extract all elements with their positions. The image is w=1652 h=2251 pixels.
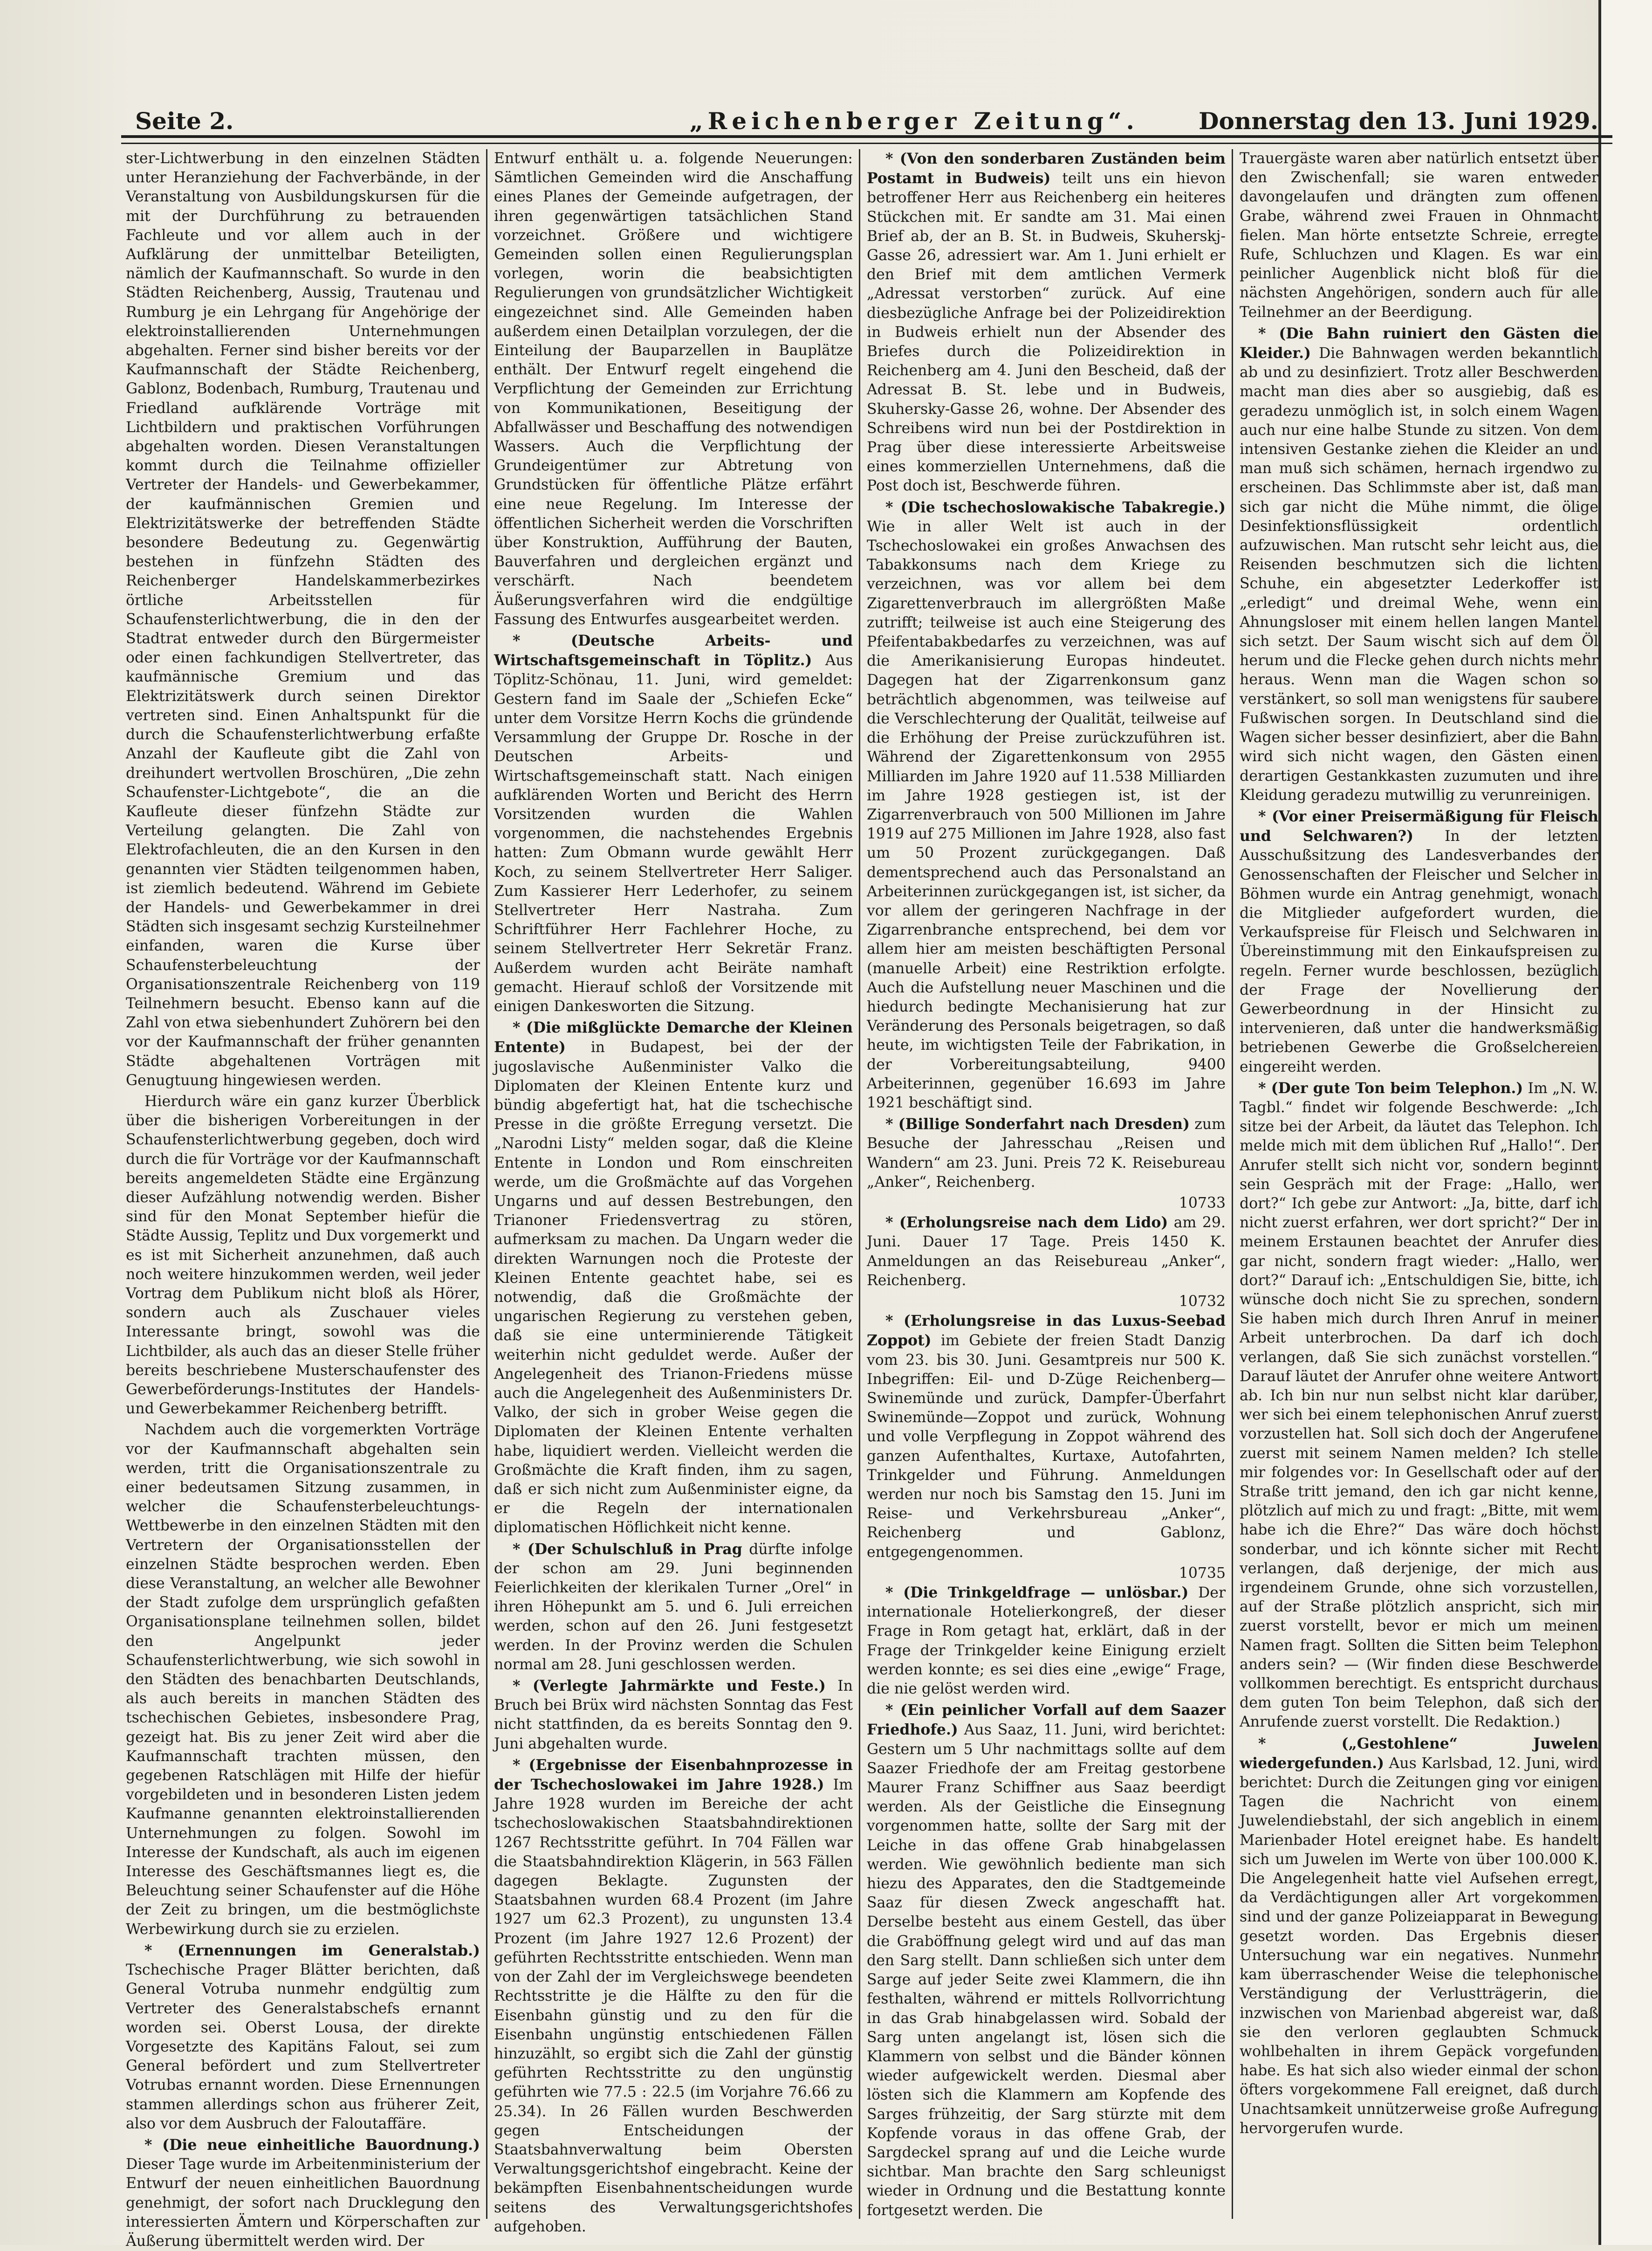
newspaper-title: „Reichenberger Zeitung“. xyxy=(690,107,1139,135)
page-number: Seite 2. xyxy=(135,107,234,135)
item-heading: * (Billige Sonderfahrt nach Dresden) xyxy=(885,1115,1190,1133)
item-heading: * (Erholungsreise in das Luxus-Seebad Zoppot) xyxy=(867,1312,1226,1349)
news-item xyxy=(867,1311,1226,1562)
item-heading: * (Die Bahn ruiniert den Gästen die Kleider.) xyxy=(1240,324,1598,362)
item-text: In der letzten Ausschußsitzung des Landesverbandes der Genossenschaften der Fleischer und Selcher in Böhmen wurde ein Antrag genehmigt, wonach die Mitglieder aufgefordert wurden, die Verkaufspreise für Fleisch und Selchwaren in Übereinstimmung mit den Einkaufspreisen zu regeln. Ferner wurde beschlossen, bezüglich der Frage der Novellierung der Gewerbeordnung in der Hinsicht zu intervenieren, daß unter die handwerksmäßig betriebenen Gewerbe die Großselchereien eingereiht werden. xyxy=(1240,828,1598,1075)
item-text: Aus Saaz, 11. Juni, wird berichtet: Gestern um 5 Uhr nachmittags sollte auf dem Saazer Friedhofe der am Freitag gestorbene Maurer Franz Schiffner aus Saaz beerdigt werden. Als der Geistliche die Einsegnung vorgenommen hatte, sollte der Sarg mit der Leiche in das offene Grab hinabgelassen werden. Wie gewöhnlich bediente man sich hiezu des Apparates, den die Stadtgemeinde Saaz für diesen Zweck angeschafft hat. Derselbe besteht aus einem Gestell, das über die Graböffnung gelegt wird und auf das man den Sarg stellt. Dann schließen sich unter dem Sarge auf jeder Seite zwei Klammern, die ihn festhalten, während er mittels Rollvorrichtung in das Grab hinabgelassen wird. Sobald der Sarg unten angelangt ist, lösen sich die Klammern von selbst und die Bänder können wieder aufgewickelt werden. Diesmal aber lösten sich die Klammern am Kopfende des Sarges frühzeitig, der Sarg stürzte mit dem Kopfende voraus in das offene Grab, der Sargdeckel sprang auf und die Leiche wurde sichtbar. Man brachte den Sarg schleunigst wieder in Ordnung und die Bestattung konnte fortgesetzt werden. Die xyxy=(867,1721,1226,2219)
item-text: Dieser Tage wurde im Arbeitenministerium der Entwurf der neuen einheitlichen Bauordnung genehmigt, der sofort nach Drucklegung den interessierten Ämtern und Körperschaften zur Äußerung übermittelt werden wird. Der xyxy=(126,2156,480,2250)
item-text: zum Besuche der Jahresschau „Reisen und Wandern“ am 23. Juni. Preis 72 K. Reisebureau „Anker“, Reichenberg. xyxy=(867,1116,1226,1191)
news-item xyxy=(867,149,1226,496)
news-item xyxy=(867,1700,1226,2220)
item-heading: * (Ergebnisse der Eisenbahnprozesse in der Tschechoslowakei im Jahre 1928.) xyxy=(494,1756,853,1794)
item-text: teilt uns ein hievon betroffener Herr aus Reichenberg ein heiteres Stückchen mit. Er sandte am 31. Mai einen Brief ab, der an B. St. in Budweis, Skuherskj-Gasse 26, adressiert war. Am 1. Juni erhielt er den Brief mit dem amtlichen Vermerk „Adressat verstorben“ zurück. Auf eine diesbezügliche Anfrage bei der Polizeidirektion in Budweis erhielt nun der Absender des Briefes durch die Polizeidirektion in Reichenberg am 4. Juni den Bescheid, daß der Adressat B. St. lebe und in Budweis, Skuhersky-Gasse 26, wohne. Der Absender des Schreibens wird nun bei der Postdirektion in Prag über diese interessierte Arbeitsweise eines kommerziellen Unternehmens, daß die Post doch ist, Beschwerde führen. xyxy=(867,170,1226,495)
item-heading: * (Die mißglückte Demarche der Kleinen Entente) xyxy=(494,1019,853,1056)
item-heading: * (Ernennungen im Generalstab.) xyxy=(144,1941,480,1959)
item-text: am 29. Juni. Dauer 17 Tage. Preis 1450 K. Anmeldungen an das Reisebureau „Anker“, Reichenberg. xyxy=(867,1214,1226,1289)
news-item xyxy=(494,1676,853,1754)
news-item xyxy=(1240,324,1598,805)
adjacent-page-edge xyxy=(1598,0,1652,2245)
ad-number: 10733 xyxy=(1179,1194,1226,1212)
item-heading: * (Vor einer Preisermäßigung für Fleisch und Selchwaren?) xyxy=(1240,807,1598,845)
item-text: Der internationale Hotelierkongreß, der dieser Frage in Rom getagt hat, erklärt, daß in der Frage der Trinkgelder keine Einigung erzielt werden konnte; es sei dies eine „ewige“ Frage, die nie gelöst werden wird. xyxy=(867,1584,1226,1698)
column-4 xyxy=(1240,149,1598,2219)
item-text: Aus Karlsbad, 12. Juni, wird berichtet: Durch die Zeitungen ging vor einigen Tagen die Nachricht von einem Juwelendiebstahl, der sich angeblich in einem Marienbader Hotel ereignet habe. Es handelt sich um Juwelen im Werte von über 100.000 K. Die Angelegenheit hatte viel Aufsehen erregt, da Verdächtigungen aller Art vorgekommen sind und der ganze Polizeiapparat in Bewegung gesetzt worden. Das Ergebnis dieser Untersuchung war ein negatives. Nunmehr kam überraschender Weise die telephonische Verständigung der Verlustträgerin, die inzwischen von Marienbad abgereist war, daß sie den verloren geglaubten Schmuck wohlbehalten in ihrem Gepäck vorgefunden habe. Es hat sich also wieder einmal der schon öfters vorgekommene Fall ereignet, daß durch Unachtsamkeit unnützerweise große Aufregung hervorgerufen wurde. xyxy=(1240,1755,1599,2137)
item-text: in Budapest, bei der der jugoslavische Außenminister Valko die Diplomaten der Kleinen Entente kurz und bündig abgefertigt hat, hat die tschechische Presse in die größte Erregung versetzt. Die „Narodni Listy“ melden sogar, daß die Kleine Entente in London und Rom einschreiten werde, um die Großmächte auf das Vorgehen Ungarns und auf dessen Bestrebungen, den Trianoner Friedensvertrag zu stören, aufmerksam zu machen. Da Ungarn weder die direkten Warnungen noch die Proteste der Kleinen Entente geachtet habe, sei es notwendig, daß die Großmächte der ungarischen Regierung zu verstehen geben, daß sie eine unterminierende Tätigkeit weiterhin nicht geduldet werde. Außer der Angelegenheit des Trianon-Friedens müsse auch die Angelegenheit des Außenministers Dr. Valko, der sich in grober Weise gegen die Diplomaten der Kleinen Entente verhalten habe, liquidiert werden. Vielleicht werden die Großmächte die Kraft finden, ihm zu sagen, daß er sich nicht zum Außenminister eigne, da er die Regeln der internationalen diplomatischen Höflichkeit nicht kenne. xyxy=(494,1039,853,1536)
news-item xyxy=(494,1540,853,1674)
paragraph: ster-Lichtwerbung in den einzelnen Städten unter Heranziehung der Fachverbände, in der Veranstaltung von Ausbildungskursen für die mit der Durchführung zu betrauenden Fachleute und vor allem auch in der Aufklärung der unmittelbar Beteiligten, nämlich der Kaufmannschaft. So wurde in den Städten Reichenberg, Aussig, Trautenau und Rumburg je ein Lehrgang für Angehörige der elektroinstallierenden Unternehmungen abgehalten. Ferner sind bisher bereits vor der Kaufmannschaft der Städte Reichenberg, Gablonz, Bodenbach, Rumburg, Trautenau und Friedland aufklärende Vorträge mit Lichtbildern und praktischen Vorführungen abgehalten worden. Diesen Veranstaltungen kommt durch die Teilnahme offizieller Vertreter der Handels- und Gewerbekammer, der kaufmännischen Gremien und Elektrizitätswerke der betreffenden Städte besondere Bedeutung zu. Gegenwärtig bestehen in fünfzehn Städten des Reichenberger Handelskammerbezirkes örtliche Arbeitsstellen für Schaufensterlichtwerbung, die in den der Stadtrat entweder durch den Bürgermeister oder einen fachkundigen Stellvertreter, das kaufmännische Gremium und das Elektrizitätswerk durch seinen Direktor vertreten sind. Einen Anhaltspunkt für die durch die Schaufensterlichtwerbung erfaßte Anzahl der Kaufleute gibt die Zahl von dreihundert wertvollen Broschüren, „Die zehn Schaufenster-Lichtgebote“, die an die Kaufleute dieser fünfzehn Städte zur Verteilung gelangten. Die Zahl von Elektrofachleuten, die an den Kursen in den genannten vier Städten teilgenommen haben, ist ziemlich bedeutend. Während im Gebiete der Handels- und Gewerbekammer in drei Städten sich insgesamt sechzig Kursteilnehmer einfanden, waren die Kurse über Schaufensterbeleuchtung der Organisationszentrale Reichenberg von 119 Teilnehmern besucht. Ebenso kann auf die Zahl von etwa siebenhundert Zuhörern bei den vor der Kaufmannschaft der früher genannten Städte abgehaltenen Vorträgen mit Genugtuung hingewiesen werden. xyxy=(126,150,480,1089)
paragraph: Hierdurch wäre ein ganz kurzer Überblick über die bisherigen Vorbereitungen in der Schaufensterlichtwerbung gegeben, doch wird durch die für Vorträge vor der Kaufmannschaft bereits angemeldeten Städte eine Ergänzung dieser Aufzählung notwendig werden. Bisher sind für den Monat September hiefür die Städte Aussig, Teplitz und Dux vorgemerkt und es ist mit Sicherheit anzunehmen, daß auch noch weitere hinzukommen werden, weil jeder Vortrag dem Publikum nicht bloß als Hörer, sondern auch als Zuschauer vieles Interessante bringt, sowohl was die Lichtbilder, als auch das an dieser Stelle früher bereits beschriebene Musterschaufenster des Gewerbeförderungs-Institutes der Handels- und Gewerbekammer Reichenberg betrifft. xyxy=(126,1093,480,1418)
item-text: Aus Töplitz-Schönau, 11. Juni, wird gemeldet: Gestern fand im Saale der „Schiefen Ecke“ unter dem Vorsitze Herrn Kochs die gründende Versammlung der Gruppe Dr. Rosche in der Deutschen Arbeits- und Wirtschaftsgemeinschaft statt. Nach einigen aufklärenden Worten und Bericht des Herrn Vorsitzenden wurden die Wahlen vorgenommen, die nachstehendes Ergebnis hatten: Zum Obmann wurde gewählt Herr Koch, zu seinem Stellvertreter Herr Saliger. Zum Kassierer Herr Lederhofer, zu seinem Stellvertreter Herr Nastraha. Zum Schriftführer Herr Fachlehrer Hoche, zu seinem Stellvertreter Herr Sekretär Franz. Außerdem wurden acht Beiräte namhaft gemacht. Hierauf schloß der Vorsitzende mit einigen Dankesworten die Sitzung. xyxy=(494,652,853,1015)
news-item xyxy=(494,1755,853,2237)
news-item xyxy=(1240,1079,1598,1732)
item-text: Im Jahre 1928 wurden im Bereiche der acht tschechoslowakischen Staatsbahndirektionen 1267 Rechtsstritte geführt. In 704 Fällen war die Staatsbahndirektion Klägerin, in 563 Fällen dagegen Beklagte. Zugunsten der Staatsbahnen wurden 68.4 Prozent (im Jahre 1927 um 62.3 Prozent), zu ungunsten 13.4 Prozent (im Jahre 1927 12.6 Prozent) der geführten Rechtsstritte entschieden. Wenn man von der Zahl der im Vergleichswege beendeten Rechtsstritte je die Hälfte zu den für die Eisenbahn günstig und zu den für die Eisenbahn ungünstig entschiedenen Fällen hinzuzählt, so ergibt sich die Zahl der günstig geführten Rechtsstritte zu den ungünstig geführten wie 77.5 : 22.5 (im Vorjahre 76.66 zu 25.34). In 26 Fällen wurden Beschwerden gegen Entscheidungen der Staatsbahnverwaltung beim Obersten Verwaltungsgerichtshof eingebracht. Keine der bekämpften Eisenbahnentscheidungen wurde seitens des Verwaltungsgerichtshofes aufgehoben. xyxy=(494,1776,853,2235)
article-columns xyxy=(126,149,1599,2250)
paragraph: Trauergäste waren aber natürlich entsetzt über den Zwischenfall; sie waren entweder davongelaufen und drängten zum offenen Grabe, während zwei Frauen in Ohnmacht fielen. Man hörte entsetzte Schreie, erregte Rufe, Schluchzen und Klagen. Es war ein peinlicher Augenblick nicht bloß für die nächsten Angehörigen, sondern auch für alle Teilnehmer an der Beerdigung. xyxy=(1240,150,1598,321)
item-text: dürfte infolge der schon am 29. Juni beginnenden Feierlichkeiten der klerikalen Turner „Orel“ in ihren Höhepunkt am 5. und 6. Juli erreichen werden, schon auf den 26. Juni festgesetzt werden. In der Provinz werden die Schulen normal am 28. Juni geschlossen werden. xyxy=(494,1541,853,1673)
item-text: Im „N. W. Tagbl.“ findet wir folgende Beschwerde: „Ich sitze bei der Arbeit, da läutet das Telephon. Ich melde mich mit dem üblichen Ruf „Hallo!“. Der Anrufer stellt sich nicht vor, sondern beginnt sein Gespräch mit der Frage: „Hallo, wer dort?“ Ich gebe zur Antwort: „Ja, bitte, darf ich nicht zuerst erfahren, wer dort spricht?“ Der in meinem Erstaunen beachtet der Anrufer dies gar nicht, sondern fragt wieder: „Hallo, wer dort?“ Darauf ich: „Entschuldigen Sie, bitte, ich wünsche doch nicht Sie zu sprechen, sondern Sie haben mich durch Ihren Anruf in meiner Arbeit unterbrochen. Da darf ich doch verlangen, daß Sie sich zunächst vorstellen.“ Darauf läutet der Anrufer ohne weitere Antwort ab. Ich bin nur nun selbst nicht klar darüber, wer sich bei einem telephonischen Anruf zuerst vorzustellen hat. Soll sich doch der Angerufene zuerst mit seinem Namen melden? Ich stelle mir folgendes vor: In Gesellschaft oder auf der Straße tritt jemand, den ich gar nicht kenne, plötzlich auf mich zu und fragt: „Bitte, mit wem habe ich die Ehre?“ Das wäre doch höchst sonderbar, und ich könnte sicher mit Recht verlangen, daß derjenige, der mich aus irgendeinem Grunde, ohne sich vorzustellen, auf der Straße plötzlich anspricht, sich mir zuerst vorstellt, bevor er mich um meinen Namen fragt. Sollten die Sitten beim Telephon anders sein? — (Wir finden diese Beschwerde vollkommen berechtigt. Es entspricht durchaus dem guten Ton beim Telephon, daß sich der Anrufende zuerst vorstellt. Die Redaktion.) xyxy=(1240,1080,1598,1731)
column-2 xyxy=(494,149,853,2235)
item-heading: * (Der gute Ton beim Telephon.) xyxy=(1258,1079,1523,1097)
item-heading: * (Die neue einheitliche Bauordnung.) xyxy=(144,2136,480,2154)
news-item xyxy=(867,498,1226,1113)
header-rule xyxy=(121,135,1612,144)
news-item xyxy=(126,1941,480,2134)
item-heading: * (Ein peinlicher Vorfall auf dem Saazer Friedhofe.) xyxy=(867,1701,1226,1739)
column-1 xyxy=(126,149,480,2250)
issue-date: Donnerstag den 13. Juni 1929. xyxy=(1199,107,1598,135)
news-item xyxy=(1240,807,1598,1077)
column-rule xyxy=(859,149,860,2219)
item-heading: * (Die tschechoslowakische Tabakregie.) xyxy=(885,498,1226,516)
ad-number: 10735 xyxy=(1179,1564,1226,1582)
news-item xyxy=(126,2135,480,2251)
item-heading: * („Gestohlene“ Juwelen wiedergefunden.) xyxy=(1240,1735,1598,1772)
item-text: Tschechische Prager Blätter berichten, daß General Votruba nunmehr endgültig zum Vertreter des Generalstabschefs ernannt worden sei. Oberst Lousa, der direkte Vorgesetzte des Kapitäns Falout, sei zum General befördert und zum Stellvertreter Votrubas ernannt worden. Diese Ernennungen stammen allerdings schon aus früherer Zeit, also vor dem Ausbruch der Faloutaffäre. xyxy=(126,1962,480,2132)
column-rule xyxy=(1232,149,1233,2219)
item-text: In Bruch bei Brüx wird nächsten Sonntag das Fest nicht stattfinden, da es bereits Sonntag den 9. Juni abgehalten wurde. xyxy=(494,1678,853,1752)
news-item xyxy=(1240,1734,1598,2138)
item-heading: * (Der Schulschluß in Prag xyxy=(513,1540,742,1558)
ad-number: 10732 xyxy=(1179,1293,1226,1310)
item-heading: * (Die Trinkgeldfrage — unlösbar.) xyxy=(885,1584,1189,1602)
news-item xyxy=(867,1115,1226,1192)
column-rule xyxy=(486,149,487,2219)
news-item xyxy=(867,1583,1226,1699)
news-item xyxy=(867,1213,1226,1290)
news-item xyxy=(494,631,853,1016)
item-text: im Gebiete der freien Stadt Danzig vom 23. bis 30. Juni. Gesamtpreis nur 500 K. Inbegriffen: Eil- und D-Züge Reichenberg—Swinemünde und zurück, Dampfer-Überfahrt Swinemünde—Zoppot und zurück, Wohnung und volle Verpflegung in Zoppot während des ganzen Aufenthaltes, Kurtaxe, Autofahrten, Trinkgelder und Führung. Anmeldungen werden nur noch bis Samstag den 15. Juni im Reise- und Verkehrsbureau „Anker“, Reichenberg und Gablonz, entgegengenommen. xyxy=(867,1332,1226,1561)
item-heading: * (Von den sonderbaren Zuständen beim Postamt in Budweis) xyxy=(867,150,1226,187)
news-item xyxy=(494,1018,853,1537)
item-heading: * (Erholungsreise nach dem Lido) xyxy=(885,1214,1168,1232)
paragraph: Nachdem auch die vorgemerkten Vorträge vor der Kaufmannschaft abgehalten sein werden, tritt die Organisationszentrale zu einer bedeutsamen Sitzung zusammen, in welcher die Schaufensterbeleuchtungs-Wettbewerbe in den einzelnen Städten mit den Vertretern der Organisationsstellen der einzelnen Städte besprochen werden. Eben diese Veranstaltung, an welcher alle Bewohner der Stadt zufolge dem ursprünglich gefaßten Organisationsplane teilnehmen sollen, bildet den Angelpunkt jeder Schaufensterlichtwerbung, wie sich sowohl in den Städten des benachbarten Deutschlands, als auch bereits in manchen Städten des tschechischen Gebietes, insbesondere Prag, gezeigt hat. Bis zu jener Zeit wird aber die Kaufmannschaft trachten müssen, den gegebenen Ratschlägen mit Hilfe der hiefür vorgebildeten und in besonderen Listen jedem Kaufmanne genannten elektroinstallierenden Unternehmungen zu folgen. Sowohl im Interesse der Kundschaft, als auch im eigenen Interesse des Geschäftsmannes liegt es, die Beleuchtung seiner Schaufenster auf die Höhe der Zeit zu bringen, um die bestmöglichste Werbewirkung durch sie zu erzielen. xyxy=(126,1421,480,1938)
item-heading: * (Verlegte Jahrmärkte und Feste.) xyxy=(513,1677,826,1695)
paragraph: Entwurf enthält u. a. folgende Neuerungen: Sämtlichen Gemeinden wird die Anschaffung eines Planes der Gemeinde aufgetragen, der ihren gegenwärtigen tatsächlichen Stand vorzeichnet. Größere und wichtigere Gemeinden sollen einen Regulierungsplan vorlegen, worin die beabsichtigten Regulierungen von grundsätzlicher Wichtigkeit eingezeichnet sind. Alle Gemeinden haben außerdem einen Detailplan vorzulegen, der die Einteilung der Bauparzellen in Bauplätze enthält. Der Entwurf regelt eingehend die Verpflichtung der Gemeinden zur Errichtung von Kommunikationen, Beseitigung der Abfallwässer und Beschaffung des notwendigen Wassers. Auch die Verpflichtung der Grundeigentümer zur Abtretung von Grundstücken für öffentliche Plätze erfährt eine neue Regelung. Im Interesse der öffentlichen Sicherheit werden die Vorschriften über Konstruktion, Aufführung der Bauten, Bauverfahren und dergleichen ergänzt und verschärft. Nach beendetem Äußerungsverfahren wird die endgültige Fassung des Entwurfes ausgearbeitet werden. xyxy=(494,150,853,628)
item-text: Wie in aller Welt ist auch in der Tschechoslowakei ein großes Anwachsen des Tabakkonsums nach dem Kriege zu verzeichnen, was vor allem bei dem Zigarettenverbrauch im allergrößten Maße zutrifft; teilweise ist auch eine Steigerung des Pfeifentabakbedarfes zu verzeichnen, was auf die Amerikanisierung Europas hindeutet. Dagegen hat der Zigarrenkonsum ganz beträchtlich abgenommen, was teilweise auf die Verschlechterung der Qualität, teilweise auf die Erhöhung der Preise zurückzuführen ist. Während der Zigarettenkonsum von 2955 Milliarden im Jahre 1920 auf 11.538 Milliarden im Jahre 1928 gestiegen ist, ist der Zigarrenverbrauch von 500 Millionen im Jahre 1919 auf 275 Millionen im Jahre 1928, also fast um 50 Prozent zurückgegangen. Daß dementsprechend auch das Personalstand an Arbeiterinnen zurückgegangen ist, ist sicher, da vor allem der geringeren Nachfrage in der Zigarrenbranche entsprechend, bei dem vor allem hier am meisten beschäftigten Personal (manuelle Arbeit) eine Restriktion erfolgte. Auch die Aufstellung neuer Maschinen und die hiedurch bedingte Mechanisierung hat zur Veränderung des Personals beigetragen, so daß heute, im wichtigsten Teile der Fabrikation, in der Vorbereitungsabteilung, 9400 Arbeiterinnen, gegenüber 16.693 im Jahre 1921 beschäftigt sind. xyxy=(867,518,1226,1111)
column-3 xyxy=(867,149,1226,2219)
item-heading: * (Deutsche Arbeits- und Wirtschaftsgemeinschaft in Töplitz.) xyxy=(494,632,853,669)
item-text: Die Bahnwagen werden bekanntlich ab und zu desinfiziert. Trotz aller Beschwerden macht man dies aber so ausgiebig, daß es geradezu unmöglich ist, in solch einem Wagen auch nur eine halbe Stunde zu sitzen. Von dem intensiven Gestanke ziehen die Kleider an und man muß sich schämen, hernach irgendwo zu erscheinen. Das Schlimmste aber ist, daß man sich gar nicht die Mühe nimmt, die ölige Desinfektionsflüssigkeit ordentlich aufzuwischen. Man rutscht sehr leicht aus, die Reisenden beschmutzen sich die lichten Schuhe, ein abgesetzter Lederkoffer ist „erledigt“ und dreimal Wehe, wenn ein Ahnungsloser mit einem hellen langen Mantel sich setzt. Der Saum wischt sich auf dem Öl herum und die Flecke gehen durch nichts mehr heraus. Wenn man die Wagen schon so verstänkert, so soll man wenigstens für saubere Fußwischen sorgen. In Deutschland sind die Wagen sicher besser desinfiziert, aber die Bahn wird sich nicht wagen, den Gästen einen derartigen Gestankkasten zuzumuten und ihre Kleidung geradezu mutwillig zu verunreinigen. xyxy=(1240,345,1599,804)
